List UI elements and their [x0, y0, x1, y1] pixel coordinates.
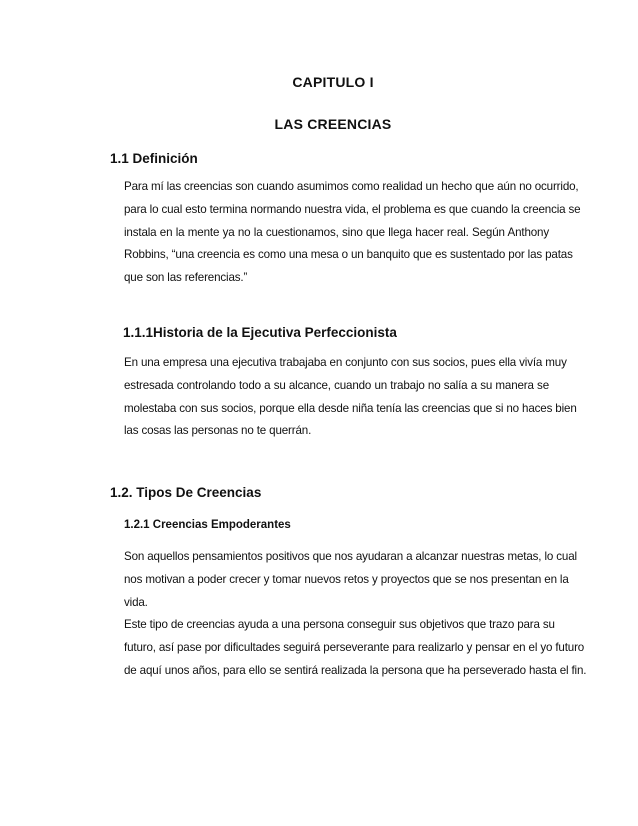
paragraph-definicion — [124, 176, 581, 290]
paragraph-line: vida. — [124, 595, 148, 609]
paragraph-line: molestaba con sus socios, porque ella desde niña tenía las creencias que si no haces bien — [124, 401, 577, 415]
paragraph-empoderantes-2 — [124, 614, 587, 682]
paragraph-line: Este tipo de creencias ayuda a una persona conseguir sus objetivos que trazo para su — [124, 618, 555, 631]
subsection-heading-historia: 1.1.1Historia de la Ejecutiva Perfeccionista — [123, 325, 397, 340]
paragraph-line: que son las referencias.” — [124, 271, 248, 285]
section-heading-definicion: 1.1 Definición — [110, 151, 198, 166]
paragraph-line: para lo cual esto termina normando nuestra vida, el problema es que cuando la creencia se — [124, 202, 581, 216]
paragraph-line: instala en la mente ya no la cuestionamos, sino que llega hacer real. Según Anthony — [124, 225, 549, 239]
paragraph-empoderantes-1 — [124, 546, 577, 614]
paragraph-line: nos motivan a poder crecer y tomar nuevos retos y proyectos que se nos presentan en la — [124, 572, 569, 586]
paragraph-line: las cosas las personas no te querrán. — [124, 424, 312, 438]
chapter-title: LAS CREENCIAS — [274, 116, 392, 132]
paragraph-line: futuro, así pase por dificultades seguirá perseverante para realizarlo y pensar en el yo futuro — [124, 640, 585, 654]
paragraph-line: Son aquellos pensamientos positivos que nos ayudaran a alcanzar nuestras metas, lo cual — [124, 550, 577, 563]
paragraph-line: estresada controlando todo a su alcance, cuando un trabajo no salía a su manera se — [124, 378, 549, 392]
paragraph-historia — [124, 352, 577, 443]
paragraph-line: En una empresa una ejecutiva trabajaba en conjunto con sus socios, pues ella vivía muy — [124, 356, 567, 369]
subsubsection-heading-empoderantes: 1.2.1 Creencias Empoderantes — [124, 519, 291, 531]
section-heading-tipos: 1.2. Tipos De Creencias — [110, 485, 262, 500]
paragraph-line: Para mí las creencias son cuando asumimos como realidad un hecho que aún no ocurrido, — [124, 180, 579, 193]
paragraph-line: de aquí unos años, para ello se sentirá realizada la persona que ha perseverado hasta el fin. — [124, 663, 587, 677]
paragraph-line: Robbins, “una creencia es como una mesa o un banquito que es sustentado por las patas — [124, 248, 573, 262]
chapter-number: CAPITULO I — [292, 74, 374, 90]
